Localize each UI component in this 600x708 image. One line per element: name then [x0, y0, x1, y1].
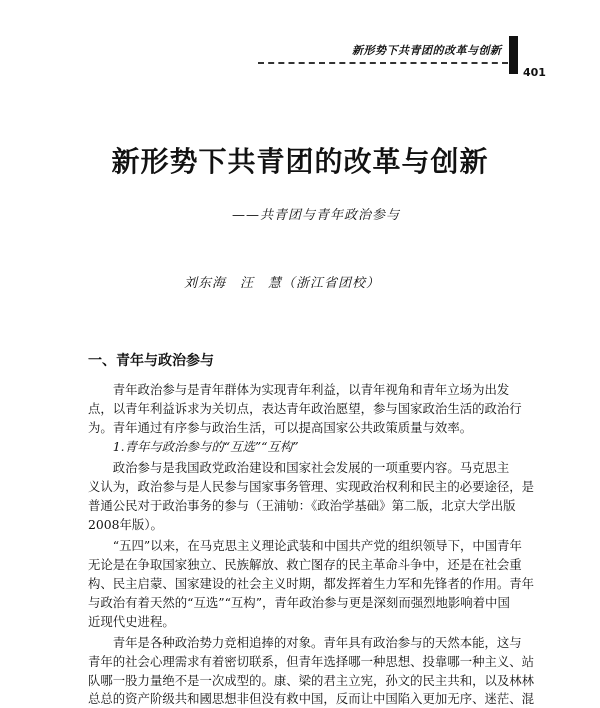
page-number: 401 — [523, 66, 546, 79]
body-line: 为。青年通过有序参与政治生活，可以提高国家公共政策质量与效率。 — [88, 420, 473, 435]
body-line: 青年是各种政治势力竞相追捧的对象。青年具有政治参与的天然本能，这与 — [88, 635, 522, 650]
section-heading: 一、青年与政治参与 — [88, 353, 214, 369]
body-line: 普通公民对于政治事务的参与（王浦劬：《政治学基础》第二版，北京大学出版 — [88, 498, 516, 513]
body-line: 总总的资产阶级共和國思想非但没有救中国，反而让中国陷入更加无序、迷茫、混 — [88, 691, 535, 706]
article-authors: 刘东海 汪 慧（浙江省团校） — [184, 276, 381, 291]
body-line: 构、民主启蒙、国家建设的社会主义时期，都发挥着生力军和先锋者的作用。青年 — [88, 576, 535, 591]
article-subtitle: ——共青团与青年政治参与 — [232, 208, 401, 223]
body-line: 近现代史进程。 — [88, 614, 175, 629]
header-bar — [509, 36, 518, 74]
body-line: 2008年版）。 — [88, 517, 163, 532]
body-line: 点，以青年利益诉求为关切点，表达青年政治愿望，参与国家政治生活的政治行 — [88, 401, 522, 416]
running-head: 新形势下共青团的改革与创新 — [352, 44, 502, 57]
body-line: 无论是在争取国家独立、民族解放、救亡图存的民主革命斗争中，还是在社会重 — [88, 557, 522, 572]
body-line: 与政治有着天然的“互选”“互构”，青年政治参与更是深刻而强烈地影响着中国 — [88, 595, 510, 610]
body-line: “五四”以来，在马克思主义理论武装和中国共产党的组织领导下，中国青年 — [88, 538, 522, 553]
body-line: 政治参与是我国政党政治建设和国家社会发展的一项重要内容。马克思主 — [88, 460, 510, 475]
body-line: 义认为，政治参与是人民参与国家事务管理、实现政治权利和民主的必要途径，是 — [88, 479, 535, 494]
body-line: 青年政治参与是青年群体为实现青年利益，以青年视角和青年立场为出发 — [88, 382, 510, 397]
body-line: 队哪一股力量绝不是一次成型的。康、梁的君主立宪，孙文的民主共和，以及林林 — [88, 673, 535, 688]
header-rule — [258, 62, 508, 64]
subsection-heading: 1.青年与政治参与的“互选”“互构” — [88, 439, 299, 454]
article-title: 新形势下共青团的改革与创新 — [111, 145, 489, 178]
body-line: 青年的社会心理需求有着密切联系，但青年选择哪一种思想、投靠哪一种主义、站 — [88, 654, 535, 669]
